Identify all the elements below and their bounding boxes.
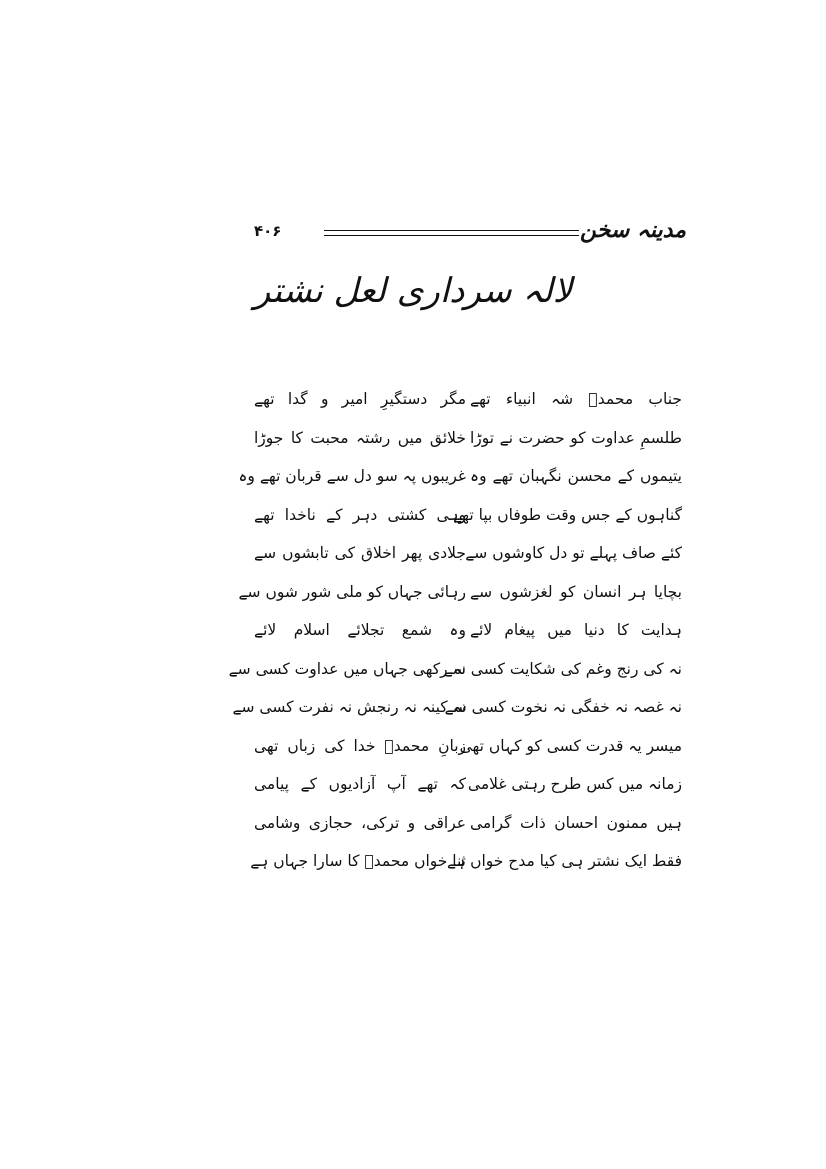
page-number: ۴۰۶ [254,222,282,240]
verse-line: زبانِ محمدؐ خدا کی زباں تھی [254,736,466,755]
verse-line: طلسمِ عداوت کو حضرت نے توڑا [470,428,682,447]
verse-line: جلادی پھر اخلاق کی تابشوں سے [254,544,466,562]
poem-column-left [228,380,466,881]
verse-line: وہ شمع تجلائے اسلام لائے [254,621,466,639]
verse-line: مگر دستگیرِ امیر و گدا تھے [254,390,466,408]
verse-line: جناب محمدؐ شہ انبیاء تھے [470,390,682,408]
verse-line: رہائی جہاں کو ملی شور شوں سے [238,582,466,601]
verse-line: بچایا ہر انسان کو لغزشوں سے [470,582,682,601]
verse-line: نہ غصہ نہ خفگی نہ نخوت کسی سے [444,698,682,716]
verse-line: فقط ایک نشتر ہی کیا مدح خواں ہے [447,852,682,870]
verse-line: ثنا خواں محمدؐ کا سارا جہاں ہے [250,852,466,870]
poem-column-right [443,380,682,881]
verse-line: وہی کشتی دہر کے ناخدا تھے [254,505,466,524]
verse-line: ہیں ممنون احسان ذات گرامی [470,813,682,832]
header-rule [324,230,579,236]
verse-line: نہ رکھی جہاں میں عداوت کسی سے [228,659,466,678]
verse-line: کئے صاف پہلے تو دل کاوشوں سے [465,544,682,562]
verse-line: کہ تھے آپ آزادیوں کے پیامی [254,775,466,793]
verse-line: یتیموں کے محسن نگہبان تھے وہ [470,467,682,485]
verse-line: گناہوں کے جس وقت طوفاں بپا تھے [453,505,682,524]
verse-line: ہدایت کا دنیا میں پیغام لائے [470,621,682,639]
verse-line: عراقی و ترکی، حجازی وشامی [254,813,466,832]
verse-line: نہ کی رنج وغم کی شکایت کسی سے [443,659,682,678]
book-title: مدینہ سخن [579,218,686,243]
poem-title: لالہ سرداری لعل نشتر [253,271,573,311]
verse-line: میسر یہ قدرت کسی کو کہاں تھی [459,736,682,755]
verse-line: زمانہ میں کس طرح رہتی غلامی [467,775,682,793]
page-header [0,214,826,254]
verse-line: خلائق میں رشتہ محبت کا جوڑا [254,428,466,447]
verse-line: نہ کینہ نہ رنجش نہ نفرت کسی سے [232,698,466,716]
verse-line: غریبوں پہ سو دل سے قربان تھے وہ [238,467,466,485]
